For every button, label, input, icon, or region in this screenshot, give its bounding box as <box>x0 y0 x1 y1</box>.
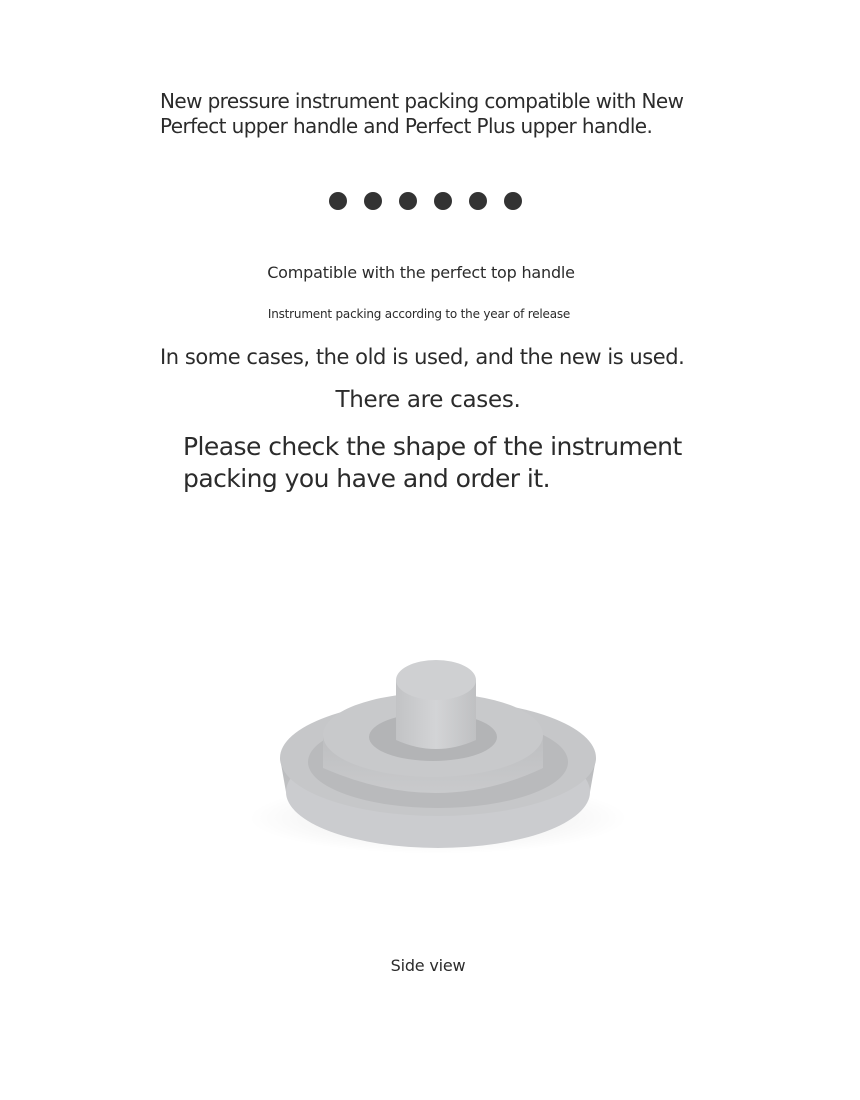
year-note: Instrument packing according to the year of release <box>267 307 571 321</box>
dot-icon <box>469 192 487 210</box>
dot-icon <box>329 192 347 210</box>
product-image <box>230 640 650 880</box>
compatible-heading: Compatible with the perfect top handle <box>267 263 575 282</box>
dot-icon <box>504 192 522 210</box>
dot-icon <box>434 192 452 210</box>
cases-line-2: There are cases. <box>335 387 521 413</box>
intro-text: New pressure instrument packing compatible with New Perfect upper handle and Perfect Plus upper handle. <box>160 89 684 138</box>
packing-illustration <box>230 640 650 880</box>
dot-icon <box>399 192 417 210</box>
image-caption: Side view <box>390 956 466 975</box>
dot-icon <box>364 192 382 210</box>
decorative-dots <box>329 192 522 212</box>
cases-line-1: In some cases, the old is used, and the new is used. <box>160 345 685 369</box>
check-notice: Please check the shape of the instrument packing you have and order it. <box>183 432 682 493</box>
